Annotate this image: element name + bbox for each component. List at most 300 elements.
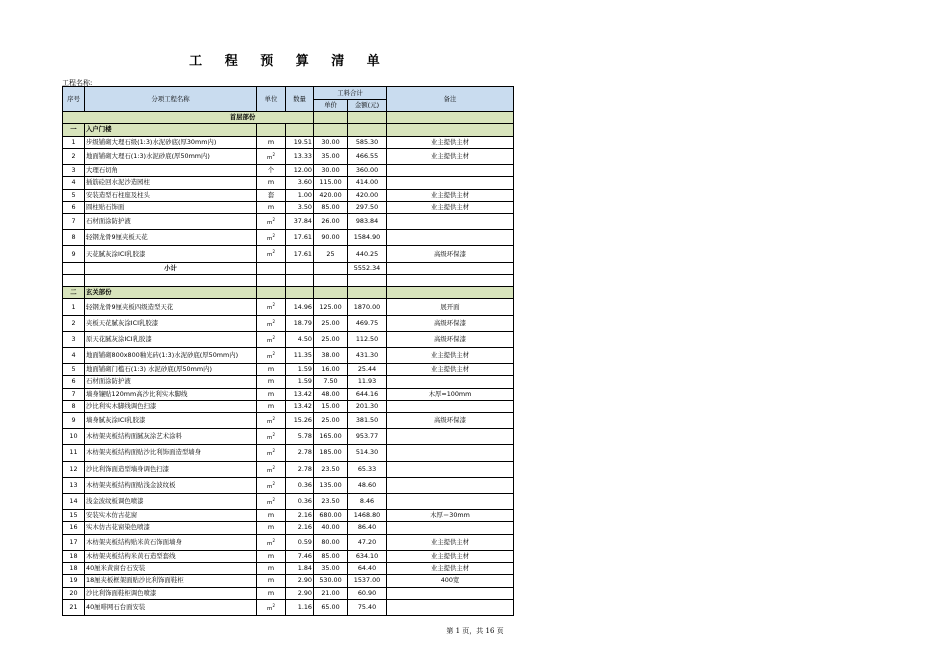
row-item-name: 插筋砼回水泥沙造园柱 [85,177,257,189]
row-amount: 47.20 [348,534,387,550]
header-seq: 序号 [63,87,85,112]
table-row [63,522,514,534]
row-seq: 7 [63,388,85,400]
row-item-name: 地面铺砌门槛石(1:3) 水泥砂底(厚50mm内) [85,363,257,375]
row-unit-price: 85.00 [314,201,348,213]
row-note [387,587,514,599]
unit-superscript: 2 [272,496,275,502]
row-quantity: 1.00 [286,189,314,201]
table-row [63,136,514,148]
floor-blank-2 [348,112,387,124]
row-item-name: 轻钢龙骨9厘夹板天花 [85,230,257,246]
row-item-name: 墙身腻灰涂ICI乳胶漆 [85,413,257,429]
unit-superscript: 2 [272,151,275,157]
section-number: 二 [63,287,85,299]
row-item-name: 木枋架夹板结构面贴浅金波纹板 [85,477,257,493]
section-blank [348,124,387,136]
row-unit-price: 48.00 [314,388,348,400]
table-row [63,400,514,412]
row-unit-price: 23.50 [314,493,348,509]
row-quantity: 2.90 [286,575,314,587]
section-blank [387,287,514,299]
unit-text: m [267,252,273,259]
row-note [387,445,514,461]
row-amount: 60.90 [348,587,387,599]
row-unit: m [257,201,286,213]
table-row [63,534,514,550]
row-amount: 86.40 [348,522,387,534]
row-note: 木厚＝30mm [387,509,514,521]
row-item-name: 步级铺砌大理石级(1:3)水泥砂底(厚30mm内) [85,136,257,148]
row-quantity: 13.33 [286,148,314,164]
table-row [63,299,514,315]
row-amount: 381.50 [348,413,387,429]
row-unit-price: 23.50 [314,461,348,477]
section-blank [387,124,514,136]
row-item-name: 18厘夹板框架面贴沙比利饰面鞋柜 [85,575,257,587]
subtotal-blank [257,262,286,274]
document-title: 工 程 预 算 清 单 [189,54,389,69]
row-quantity: 1.59 [286,363,314,375]
unit-superscript: 2 [272,416,275,422]
row-note: 业主提供主材 [387,562,514,574]
row-quantity: 3.50 [286,201,314,213]
table-row [63,388,514,400]
row-note: 业主提供主材 [387,534,514,550]
unit-text: m [267,337,273,344]
table-row [63,201,514,213]
row-unit [257,445,286,461]
row-note [387,165,514,177]
table-row [63,347,514,363]
row-unit-price: 25 [314,246,348,262]
row-unit-price: 30.00 [314,136,348,148]
budget-table [62,86,514,616]
row-amount: 983.84 [348,214,387,230]
unit-text: m [267,353,273,360]
table-row [63,230,514,246]
row-item-name: 地面铺砌大理石(1:3)水泥砂底(厚50mm内) [85,148,257,164]
row-unit-price: 185.00 [314,445,348,461]
row-quantity: 0.36 [286,493,314,509]
row-unit-price: 25.00 [314,315,348,331]
section-blank [286,124,314,136]
row-item-name: 40厘啡网石台面安装 [85,599,257,615]
unit-superscript: 2 [272,537,275,543]
row-seq: 6 [63,376,85,388]
row-unit-price: 25.00 [314,331,348,347]
row-unit: m [257,388,286,400]
row-seq: 8 [63,230,85,246]
row-note: 高级环保漆 [387,331,514,347]
row-item-name: 木枋架夹板结构贴米黄石饰面墙身 [85,534,257,550]
row-unit: m [257,136,286,148]
row-seq: 16 [63,522,85,534]
row-item-name: 天花腻灰涂ICI乳胶漆 [85,246,257,262]
unit-superscript: 2 [272,464,275,470]
row-amount: 1468.80 [348,509,387,521]
row-unit-price: 65.00 [314,599,348,615]
row-seq: 19 [63,575,85,587]
row-unit-price: 90.00 [314,230,348,246]
row-amount: 585.30 [348,136,387,148]
row-seq: 4 [63,177,85,189]
unit-text: m [267,467,273,474]
unit-superscript: 2 [272,233,275,239]
row-amount: 466.55 [348,148,387,164]
row-amount: 360.00 [348,165,387,177]
empty-cell [63,274,85,286]
header-qty: 数量 [286,87,314,112]
row-seq: 18 [63,550,85,562]
row-seq: 20 [63,587,85,599]
row-unit [257,429,286,445]
row-unit: 套 [257,189,286,201]
table-row [63,214,514,230]
row-item-name: 大理石切角 [85,165,257,177]
row-unit [257,230,286,246]
row-seq: 9 [63,413,85,429]
row-amount: 25.44 [348,363,387,375]
row-item-name: 地面铺砌800x800釉光砖(1:3)水泥砂底(厚50mm内) [85,347,257,363]
row-amount: 440.25 [348,246,387,262]
row-note [387,477,514,493]
row-item-name: 木枋架夹板结构面腻灰涂艺术涂料 [85,429,257,445]
row-unit-price: 26.00 [314,214,348,230]
row-seq: 11 [63,445,85,461]
row-unit-price: 125.00 [314,299,348,315]
unit-text: m [267,419,273,426]
row-note: 业主提供主材 [387,136,514,148]
row-quantity: 1.59 [286,376,314,388]
header-unit: 单位 [257,87,286,112]
table-row [63,445,514,461]
row-note [387,400,514,412]
row-note: 高级环保漆 [387,413,514,429]
row-note: 业主提供主材 [387,550,514,562]
row-unit-price: 680.00 [314,509,348,521]
header-amount: 金额(元) [348,100,387,112]
row-unit [257,347,286,363]
row-unit-price: 530.00 [314,575,348,587]
empty-cell [257,274,286,286]
row-seq: 21 [63,599,85,615]
row-amount: 297.50 [348,201,387,213]
row-item-name: 安装造型石柱座及柱头 [85,189,257,201]
table-row [63,599,514,615]
empty-cell [85,274,257,286]
header-row-1 [63,87,514,100]
subtotal-amount: 5552.34 [348,262,387,274]
row-quantity: 14.96 [286,299,314,315]
subtotal-blank [63,262,85,274]
section-title: 入户门楼 [85,124,257,136]
row-unit-price: 80.00 [314,534,348,550]
row-unit [257,331,286,347]
row-item-name: 木枋架夹板结构面贴沙比利饰面造型墙身 [85,445,257,461]
row-unit-price: 15.00 [314,400,348,412]
subtotal-label: 小计 [85,262,257,274]
row-note: 业主提供主材 [387,148,514,164]
row-amount: 8.46 [348,493,387,509]
header-note: 备注 [387,87,514,112]
row-unit-price: 165.00 [314,429,348,445]
row-item-name: 墙身镶贴120mm高沙比利实木脚线 [85,388,257,400]
row-note [387,177,514,189]
section-blank [257,287,286,299]
row-unit [257,148,286,164]
row-note [387,214,514,230]
row-quantity: 0.59 [286,534,314,550]
header-name: 分项工程名称 [85,87,257,112]
row-unit [257,493,286,509]
header-price: 单价 [314,100,348,112]
row-seq: 17 [63,534,85,550]
section-header-row [63,287,514,299]
table-row [63,562,514,574]
row-unit-price: 115.00 [314,177,348,189]
row-item-name: 实木仿古花窗染色喷漆 [85,522,257,534]
row-seq: 6 [63,201,85,213]
table-row [63,189,514,201]
row-amount: 65.33 [348,461,387,477]
row-item-name: 安装实木仿古花窗 [85,509,257,521]
row-note [387,522,514,534]
row-quantity: 5.78 [286,429,314,445]
table-row [63,575,514,587]
unit-superscript: 2 [272,480,275,486]
row-quantity: 18.79 [286,315,314,331]
row-seq: 2 [63,148,85,164]
unit-superscript: 2 [272,448,275,454]
row-item-name: 石材面涂防护液 [85,214,257,230]
row-unit: m [257,522,286,534]
row-unit-price: 420.00 [314,189,348,201]
row-quantity: 2.78 [286,445,314,461]
unit-text: m [267,236,273,243]
row-quantity: 1.16 [286,599,314,615]
row-amount: 64.40 [348,562,387,574]
section-blank [314,287,348,299]
section-number: 一 [63,124,85,136]
row-seq: 13 [63,477,85,493]
empty-cell [348,274,387,286]
row-unit-price: 16.00 [314,363,348,375]
table-row [63,550,514,562]
row-amount: 11.93 [348,376,387,388]
row-quantity: 17.61 [286,230,314,246]
subtotal-blank [286,262,314,274]
row-seq: 9 [63,246,85,262]
row-seq: 4 [63,347,85,363]
table-row [63,509,514,521]
row-quantity: 13.42 [286,400,314,412]
row-unit [257,461,286,477]
row-unit [257,315,286,331]
table-row [63,376,514,388]
row-item-name: 夹板天花腻灰涂ICI乳胶漆 [85,315,257,331]
table-row [63,461,514,477]
unit-superscript: 2 [272,350,275,356]
table-row [63,363,514,375]
subtotal-blank [387,262,514,274]
row-unit: m [257,177,286,189]
unit-text: m [267,155,273,162]
row-amount: 644.16 [348,388,387,400]
row-seq: 3 [63,331,85,347]
row-unit [257,599,286,615]
row-note [387,599,514,615]
row-item-name: 沙比利饰面造型墙身调色扫漆 [85,461,257,477]
row-quantity: 13.42 [286,388,314,400]
row-amount: 75.40 [348,599,387,615]
row-quantity: 15.26 [286,413,314,429]
project-name-label: 工程名称: [62,79,93,87]
floor-blank-1 [314,112,348,124]
row-unit-price: 40.00 [314,522,348,534]
table-row [63,477,514,493]
section-title: 玄关部份 [85,287,257,299]
table-row [63,331,514,347]
row-item-name: 轻钢龙骨9厘夹板四级造型天花 [85,299,257,315]
row-quantity: 2.16 [286,522,314,534]
row-amount: 469.75 [348,315,387,331]
row-item-name: 沙比利实木脚线调色扫漆 [85,400,257,412]
row-quantity: 37.84 [286,214,314,230]
table-row [63,148,514,164]
section-header-row [63,124,514,136]
row-seq: 8 [63,400,85,412]
row-note [387,429,514,445]
row-note: 高级环保漆 [387,315,514,331]
row-amount: 953.77 [348,429,387,445]
unit-text: m [267,483,273,490]
row-item-name: 浅金波纹板调色喷漆 [85,493,257,509]
row-quantity: 17.61 [286,246,314,262]
empty-row [63,274,514,286]
row-unit: m [257,550,286,562]
row-amount: 1870.00 [348,299,387,315]
row-unit-price: 35.00 [314,148,348,164]
row-seq: 1 [63,299,85,315]
unit-superscript: 2 [272,217,275,223]
row-unit [257,534,286,550]
row-note: 业主提供主材 [387,201,514,213]
row-amount: 634.10 [348,550,387,562]
row-amount: 201.30 [348,400,387,412]
row-note: 展开面 [387,299,514,315]
row-note: 业主提供主材 [387,347,514,363]
floor-title: 首层部份 [63,112,314,124]
row-unit [257,214,286,230]
row-unit: m [257,587,286,599]
unit-text: m [267,605,273,612]
table-row [63,177,514,189]
row-unit-price: 21.00 [314,587,348,599]
row-seq: 5 [63,189,85,201]
row-unit: m [257,562,286,574]
row-amount: 431.30 [348,347,387,363]
unit-text: m [267,451,273,458]
row-note: 业主提供主材 [387,189,514,201]
empty-cell [286,274,314,286]
row-unit-price: 35.00 [314,562,348,574]
row-seq: 10 [63,429,85,445]
row-amount: 1537.00 [348,575,387,587]
row-unit: m [257,400,286,412]
row-item-name: 木枋架夹板结构米黄石造型套线 [85,550,257,562]
unit-superscript: 2 [272,432,275,438]
unit-superscript: 2 [272,602,275,608]
row-quantity: 3.60 [286,177,314,189]
row-note: 业主提供主材 [387,363,514,375]
row-amount: 514.30 [348,445,387,461]
table-row [63,165,514,177]
row-seq: 5 [63,363,85,375]
row-quantity: 2.78 [286,461,314,477]
table-row [63,315,514,331]
floor-blank-3 [387,112,514,124]
row-quantity: 11.35 [286,347,314,363]
unit-text: m [267,540,273,547]
row-quantity: 4.50 [286,331,314,347]
row-unit-price: 135.00 [314,477,348,493]
row-amount: 48.60 [348,477,387,493]
row-seq: 15 [63,509,85,521]
row-unit-price: 25.00 [314,413,348,429]
empty-cell [387,274,514,286]
table-row [63,246,514,262]
unit-text: m [267,499,273,506]
table-row [63,429,514,445]
row-unit-price: 30.00 [314,165,348,177]
row-seq: 12 [63,461,85,477]
section-blank [257,124,286,136]
row-quantity: 7.46 [286,550,314,562]
unit-superscript: 2 [272,318,275,324]
row-quantity: 1.84 [286,562,314,574]
row-quantity: 19.51 [286,136,314,148]
row-unit [257,477,286,493]
unit-text: m [267,305,273,312]
unit-text: m [267,220,273,227]
row-quantity: 2.16 [286,509,314,521]
row-unit-price: 7.50 [314,376,348,388]
row-unit: m [257,509,286,521]
row-amount: 414.00 [348,177,387,189]
table-row [63,493,514,509]
table-row [63,413,514,429]
row-item-name: 圆柱贴石饰面 [85,201,257,213]
table-row [63,587,514,599]
row-note [387,230,514,246]
unit-superscript: 2 [272,249,275,255]
row-quantity: 12.00 [286,165,314,177]
row-note [387,376,514,388]
row-unit: m [257,363,286,375]
subtotal-blank [314,262,348,274]
row-unit [257,246,286,262]
unit-superscript: 2 [272,334,275,340]
row-unit: m [257,575,286,587]
row-amount: 420.00 [348,189,387,201]
section-blank [348,287,387,299]
section-blank [286,287,314,299]
empty-cell [314,274,348,286]
row-amount: 112.50 [348,331,387,347]
row-quantity: 0.36 [286,477,314,493]
subtotal-row [63,262,514,274]
